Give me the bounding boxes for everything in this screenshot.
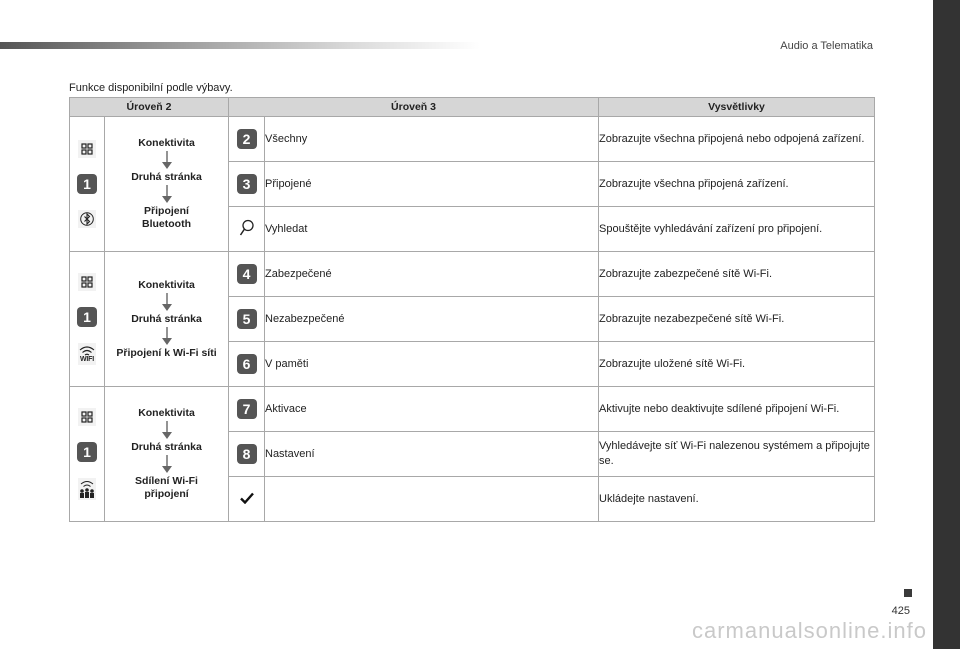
badge-5: 5	[237, 309, 257, 329]
bluetooth-icon	[78, 210, 96, 228]
nav-step: Druhá stránka	[131, 171, 202, 183]
table-row	[70, 252, 875, 297]
arrow-down-icon	[162, 455, 172, 473]
table-header-row	[70, 98, 875, 117]
explanation: Zobrazujte uložené sítě Wi-Fi.	[599, 342, 875, 387]
nav-step: Konektivita	[138, 278, 195, 291]
badge-level1: 1	[77, 174, 97, 194]
explanation: Zobrazujte nezabezpečené sítě Wi-Fi.	[599, 297, 875, 342]
wifi-icon-label: WIFI	[80, 355, 94, 363]
badge-6: 6	[237, 354, 257, 374]
level3-label: V paměti	[265, 342, 599, 387]
level3-label: Zabezpečené	[265, 252, 599, 297]
page-number: 425	[891, 605, 910, 617]
hotspot-share-icon	[78, 478, 96, 500]
level3-marker-cell	[229, 297, 265, 342]
level3-marker-cell	[229, 252, 265, 297]
level3-label: Nezabezpečené	[265, 297, 599, 342]
level3-label: Připojené	[265, 162, 599, 207]
level3-marker-cell	[229, 207, 265, 252]
explanation: Zobrazujte všechna připojená zařízení.	[599, 162, 875, 207]
level3-marker-cell	[229, 117, 265, 162]
explanation: Vyhledávejte síť Wi-Fi nalezenou systémem a připojujte se.	[599, 432, 875, 477]
header-explanation: Vysvětlivky	[599, 98, 875, 117]
level2-nav-cell	[105, 387, 229, 522]
grid-menu-icon	[78, 140, 96, 158]
nav-step: Druhá stránka	[131, 312, 202, 325]
chapter-title: Audio a Telematika	[780, 40, 873, 52]
functions-table	[69, 97, 875, 522]
explanation: Ukládejte nastavení.	[599, 477, 875, 522]
nav-step: Připojení Bluetooth	[142, 205, 191, 230]
badge-level1: 1	[77, 442, 97, 462]
table-row	[70, 387, 875, 432]
header-gradient-bar	[0, 42, 480, 49]
badge-level1: 1	[77, 307, 97, 327]
level3-label	[265, 477, 599, 522]
grid-menu-icon	[78, 273, 96, 291]
badge-3: 3	[237, 174, 257, 194]
level3-marker-cell	[229, 387, 265, 432]
level2-nav-cell	[105, 117, 229, 252]
side-strip	[933, 0, 960, 649]
explanation: Zobrazujte zabezpečené sítě Wi-Fi.	[599, 252, 875, 297]
grid-menu-icon	[78, 408, 96, 426]
level3-label: Nastavení	[265, 432, 599, 477]
badge-2: 2	[237, 129, 257, 149]
level3-label: Všechny	[265, 117, 599, 162]
page-marker	[904, 589, 912, 597]
intro-text: Funkce disponibilní podle výbavy.	[69, 82, 233, 94]
level3-label: Vyhledat	[265, 207, 599, 252]
table-row	[70, 117, 875, 162]
wifi-icon	[78, 343, 96, 365]
level1-icons-cell	[70, 252, 105, 387]
level1-icons-cell	[70, 117, 105, 252]
arrow-down-icon	[162, 293, 172, 311]
badge-7: 7	[237, 399, 257, 419]
header-level3: Úroveň 3	[229, 98, 599, 117]
explanation: Aktivujte nebo deaktivujte sdílené připojení Wi-Fi.	[599, 387, 875, 432]
arrow-down-icon	[162, 421, 172, 439]
header-level2: Úroveň 2	[70, 98, 229, 117]
nav-step: Sdílení Wi-Fi připojení	[135, 475, 198, 500]
explanation: Zobrazujte všechna připojená nebo odpojená zařízení.	[599, 117, 875, 162]
arrow-down-icon	[162, 327, 172, 345]
watermark: carmanualsonline.info	[691, 618, 927, 643]
level3-marker-cell	[229, 432, 265, 477]
level3-marker-cell	[229, 477, 265, 522]
nav-step: Konektivita	[138, 407, 195, 419]
level3-label: Aktivace	[265, 387, 599, 432]
nav-step: Druhá stránka	[131, 441, 202, 453]
badge-8: 8	[237, 444, 257, 464]
arrow-down-icon	[162, 185, 172, 203]
checkmark-icon	[240, 492, 254, 504]
level1-icons-cell	[70, 387, 105, 522]
level2-nav-cell	[105, 252, 229, 387]
search-icon	[239, 219, 255, 237]
nav-step: Připojení k Wi-Fi síti	[116, 346, 217, 359]
nav-step: Konektivita	[138, 137, 195, 149]
badge-4: 4	[237, 264, 257, 284]
explanation: Spouštějte vyhledávání zařízení pro připojení.	[599, 207, 875, 252]
level3-marker-cell	[229, 342, 265, 387]
level3-marker-cell	[229, 162, 265, 207]
arrow-down-icon	[162, 151, 172, 169]
